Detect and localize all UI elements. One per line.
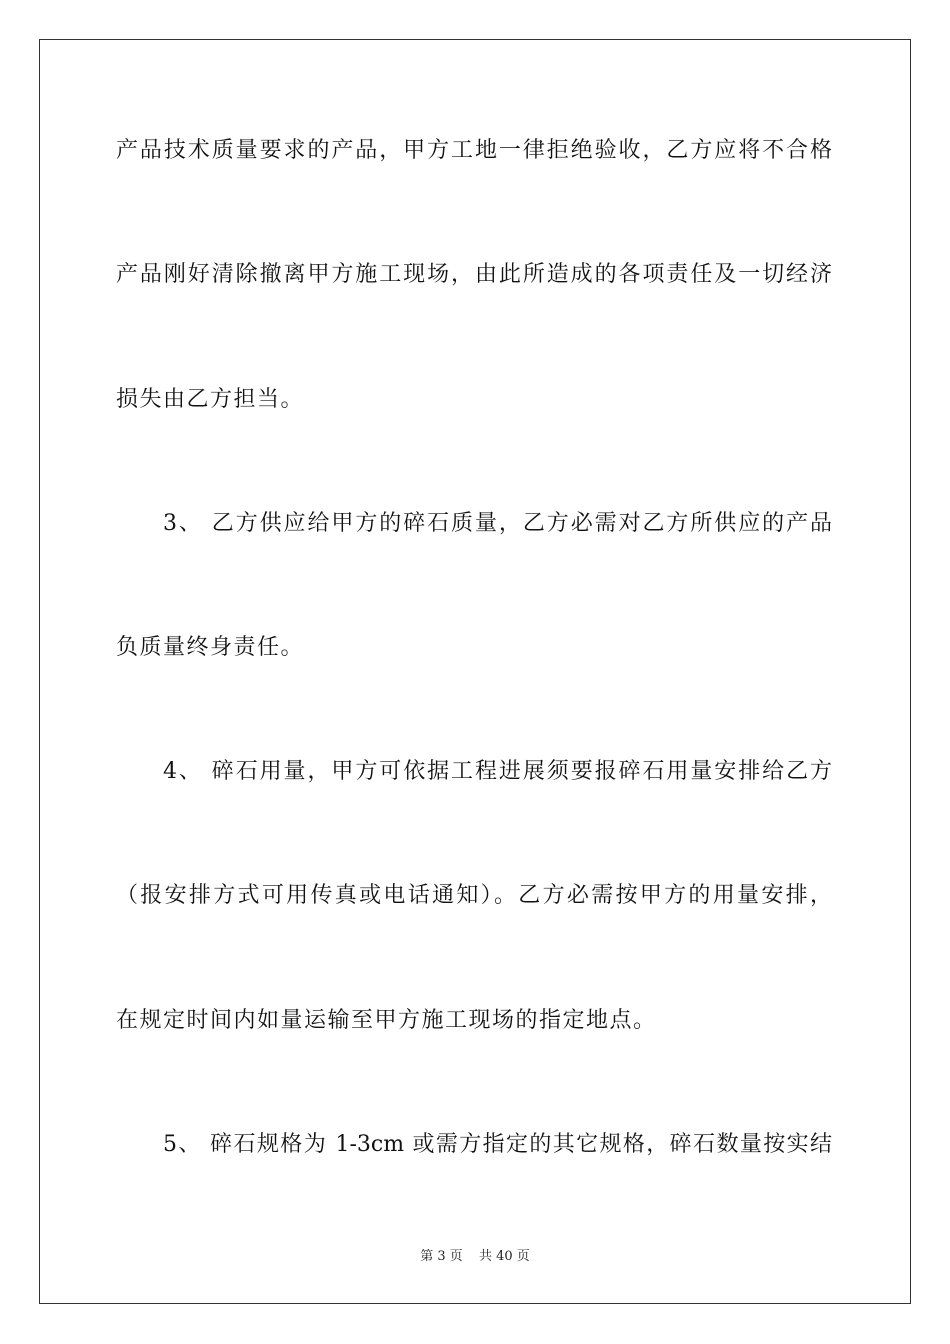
page-footer <box>0 1248 950 1266</box>
paragraph-line-numbered: 4、 碎石用量，甲方可依据工程进展须要报碎石用量安排给乙方 <box>163 759 832 784</box>
page-total: 共 40 页 <box>478 1249 530 1264</box>
page-border <box>39 39 911 1304</box>
paragraph-line: （报安排方式可用传真或电话通知）。乙方必需按甲方的用量安排， <box>116 883 832 908</box>
page-number: 第 3 页 <box>420 1249 463 1264</box>
paragraph-line-numbered: 3、 乙方供应给甲方的碎石质量，乙方必需对乙方所供应的产品 <box>163 511 832 536</box>
paragraph-line: 在规定时间内如量运输至甲方施工现场的指定地点。 <box>116 1008 657 1033</box>
paragraph-line-numbered: 5、 碎石规格为 1-3cm 或需方指定的其它规格，碎石数量按实结 <box>163 1132 832 1157</box>
paragraph-line: 负质量终身责任。 <box>116 635 305 660</box>
paragraph-line: 产品技术质量要求的产品，甲方工地一律拒绝验收，乙方应将不合格 <box>116 138 832 163</box>
paragraph-line: 损失由乙方担当。 <box>116 387 305 412</box>
paragraph-line: 产品刚好清除撤离甲方施工现场，由此所造成的各项责任及一切经济 <box>116 262 832 287</box>
